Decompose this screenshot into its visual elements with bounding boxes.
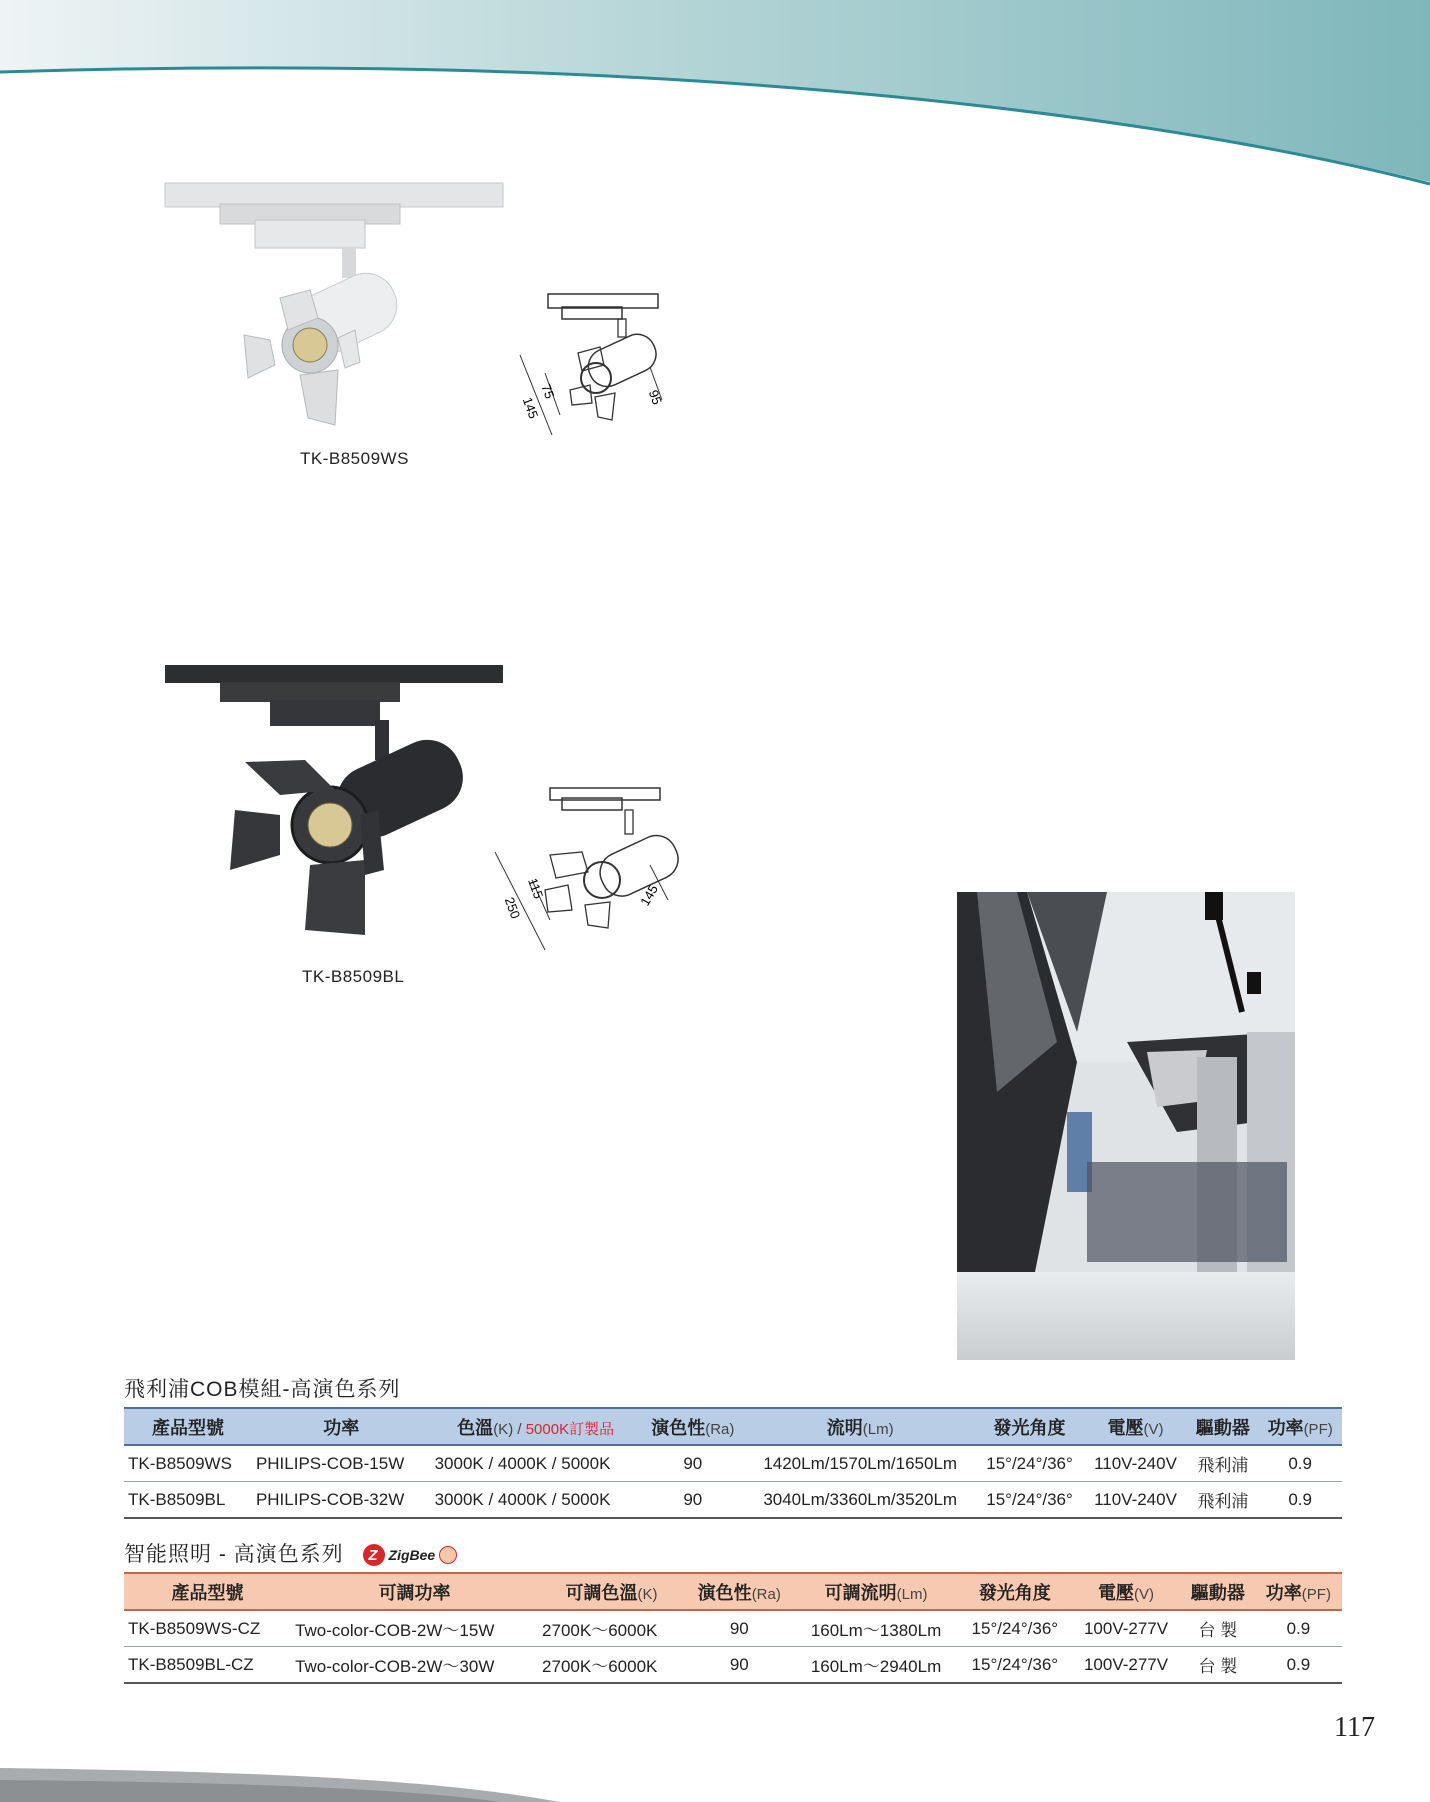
zigbee-badge [363,1544,458,1566]
cell-cct: 2700K～6000K [538,1647,685,1684]
section1-title: 飛利浦COB模組-高演色系列 [124,1378,401,1401]
cell-pf: 0.9 [1255,1647,1342,1684]
col-angle: 發光角度 [975,1408,1083,1445]
cell-angle: 15°/24°/36° [975,1482,1083,1519]
cell-voltage: 110V-240V [1084,1445,1188,1482]
section2-title: 智能照明 - 高演色系列 [124,1543,344,1566]
cell-voltage: 100V-277V [1071,1610,1181,1647]
col-driver: 驅動器 [1181,1573,1255,1610]
cell-flux: 160Lm～2940Lm [794,1647,959,1684]
cell-cct: 3000K / 4000K / 5000K [431,1482,641,1519]
cell-model: TK-B8509WS-CZ [124,1610,291,1647]
cell-flux: 1420Lm/1570Lm/1650Lm [745,1445,976,1482]
cell-angle: 15°/24°/36° [958,1647,1071,1684]
section1-spec-table [124,1407,1342,1519]
col-flux: 流明(Lm) [745,1408,976,1445]
cell-driver: 飛利浦 [1187,1445,1258,1482]
cell-cri: 90 [685,1610,794,1647]
cell-pf: 0.9 [1258,1445,1342,1482]
dim-label: 95 [645,387,665,407]
col-angle: 發光角度 [958,1573,1071,1610]
zigbee-label: ZigBee [388,1547,436,1564]
col-driver: 驅動器 [1187,1408,1258,1445]
table-header-row [124,1408,1342,1445]
col-power: 可調功率 [291,1573,538,1610]
zigbee-logo-icon: Z [363,1544,385,1566]
dimension-drawing-white [500,285,680,445]
cell-power: Two-color-COB-2W～15W [291,1610,538,1647]
cell-angle: 15°/24°/36° [975,1445,1083,1482]
table-row [124,1445,1342,1482]
cell-driver: 飛利浦 [1187,1482,1258,1519]
header-wave-banner [0,0,1430,200]
col-flux: 可調流明(Lm) [794,1573,959,1610]
product-photo-black-spotlight [160,660,510,950]
footer-stripe [0,1760,1430,1802]
cell-driver: 台 製 [1181,1610,1255,1647]
cell-cri: 90 [641,1482,745,1519]
cell-angle: 15°/24°/36° [958,1610,1071,1647]
dim-label: 115 [525,876,547,901]
product-caption: TK-B8509BL [302,967,405,986]
cell-flux: 160Lm～1380Lm [794,1610,959,1647]
col-cct: 色溫(K) / 5000K訂製品 [431,1408,641,1445]
cell-driver: 台 製 [1181,1647,1255,1684]
smart-dot-icon [439,1546,457,1564]
product-photo-white-spotlight [160,180,510,440]
col-cri: 演色性(Ra) [641,1408,745,1445]
col-power: 功率 [252,1408,431,1445]
table-row [124,1610,1342,1647]
section2-title-wrap [124,1538,457,1568]
col-voltage: 電壓(V) [1071,1573,1181,1610]
cell-voltage: 100V-277V [1071,1647,1181,1684]
table-row [124,1482,1342,1519]
col-cct: 可調色溫(K) [538,1573,685,1610]
cell-cct: 3000K / 4000K / 5000K [431,1445,641,1482]
cell-power: Two-color-COB-2W～30W [291,1647,538,1684]
table-row [124,1647,1342,1684]
col-cri: 演色性(Ra) [685,1573,794,1610]
col-model: 產品型號 [124,1573,291,1610]
cell-cct: 2700K～6000K [538,1610,685,1647]
cell-model: TK-B8509BL-CZ [124,1647,291,1684]
cell-flux: 3040Lm/3360Lm/3520Lm [745,1482,976,1519]
col-pf: 功率(PF) [1255,1573,1342,1610]
col-voltage: 電壓(V) [1084,1408,1188,1445]
page-number: 117 [1334,1712,1375,1743]
cell-voltage: 110V-240V [1084,1482,1188,1519]
product-caption: TK-B8509WS [300,449,409,468]
custom-order-note: 5000K訂製品 [525,1420,615,1438]
table-header-row [124,1573,1342,1610]
col-model: 產品型號 [124,1408,252,1445]
cell-power: PHILIPS-COB-15W [252,1445,431,1482]
col-pf: 功率(PF) [1258,1408,1342,1445]
dim-label: 145 [519,395,542,421]
dim-label: 75 [538,381,558,401]
cell-cri: 90 [641,1445,745,1482]
dim-label: 145 [637,882,661,909]
cell-power: PHILIPS-COB-32W [252,1482,431,1519]
cell-model: TK-B8509WS [124,1445,252,1482]
cell-model: TK-B8509BL [124,1482,252,1519]
dim-label: 250 [501,895,524,921]
cell-pf: 0.9 [1255,1610,1342,1647]
cell-cri: 90 [685,1647,794,1684]
cell-pf: 0.9 [1258,1482,1342,1519]
section2-spec-table [124,1572,1342,1684]
dimension-drawing-black [490,780,680,960]
store-interior-photo [957,892,1295,1360]
